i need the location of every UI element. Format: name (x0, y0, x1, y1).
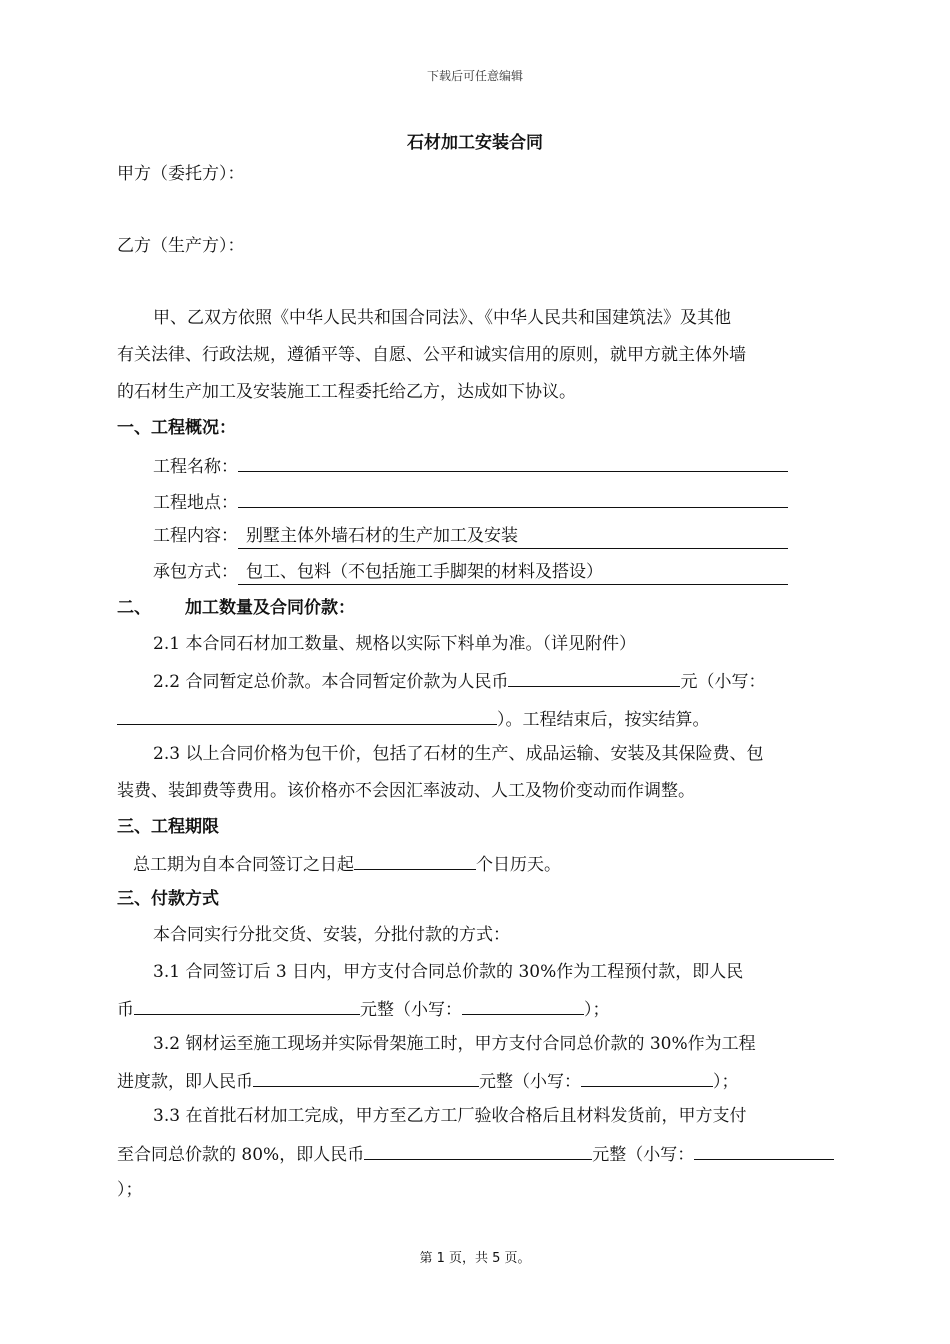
section-2-heading (117, 596, 355, 620)
clause-3-3-line-1: 3.3 在首批石材加工完成，甲方至乙方工厂验收合格后且材料发货前，甲方支付 (153, 1106, 747, 1126)
duration-line (133, 851, 561, 877)
clause-2-2-line-1 (153, 668, 765, 694)
project-location-row (153, 488, 788, 515)
third-payment-blank[interactable] (364, 1141, 592, 1160)
clause-2-3-line-1: 2.3 以上合同价格为包干价，包括了石材的生产、成品运输、安装及其保险费、包 (153, 744, 764, 764)
project-content-field[interactable]: 别墅主体外墙石材的生产加工及安装 (238, 524, 788, 549)
project-content-label: 工程内容： (153, 526, 238, 546)
clause-3-2-line-2 (117, 1068, 739, 1094)
section-2-number: 二、 (117, 598, 151, 618)
party-b-line: 乙方（生产方）： (117, 236, 245, 256)
section-4-heading: 三、付款方式 (117, 889, 219, 909)
clause-2-3-line-2: 装费、装卸费等费用。该价格亦不会因汇率波动、人工及物价变动而作调整。 (117, 781, 695, 801)
party-a-line: 甲方（委托方）： (117, 164, 245, 184)
clause-3-3-text-a: 至合同总价款的 80%，即人民币 (117, 1145, 365, 1165)
clause-2-2-line-2 (117, 706, 710, 732)
section-3-heading: 三、工程期限 (117, 817, 219, 837)
contract-mode-field[interactable]: 包工、包料（不包括施工手脚架的材料及搭设） (238, 560, 788, 585)
clause-3-1-line-1: 3.1 合同签订后 3 日内，甲方支付合同总价款的 30%作为工程预付款，即人民 (153, 962, 744, 982)
project-name-row (153, 452, 788, 479)
third-payment-lowercase-blank[interactable] (694, 1141, 834, 1160)
clause-3-3-text-b: 元整（小写： (592, 1145, 695, 1165)
prepayment-lowercase-blank[interactable] (462, 996, 584, 1015)
duration-text-b: 个日历天。 (476, 855, 561, 875)
preamble-line-3: 的石材生产加工及安装施工工程委托给乙方，达成如下协议。 (117, 382, 576, 402)
contract-title: 石材加工安装合同 (407, 133, 543, 153)
clause-3-1-line-2 (117, 996, 610, 1022)
duration-text-a: 总工期为自本合同签订之日起 (133, 855, 354, 875)
project-name-field[interactable] (238, 452, 788, 472)
clause-3-1-text-c: ）； (584, 1000, 610, 1020)
section-2-title: 加工数量及合同价款： (185, 598, 355, 618)
header-note: 下载后可任意编辑 (426, 69, 523, 83)
price-blank[interactable] (508, 668, 680, 687)
clause-2-1: 2.1 本合同石材加工数量、规格以实际下料单为准。（详见附件） (153, 634, 636, 654)
contract-mode-row (153, 560, 788, 585)
duration-blank[interactable] (354, 851, 476, 870)
progress-payment-blank[interactable] (253, 1068, 479, 1087)
clause-3-3-line-3: ）； (117, 1180, 143, 1200)
clause-2-2-text-c: ）。工程结束后，按实结算。 (497, 710, 710, 730)
contract-mode-label: 承包方式： (153, 562, 238, 582)
project-name-label: 工程名称： (153, 457, 238, 477)
prepayment-blank[interactable] (134, 996, 360, 1015)
clause-3-2-line-1: 3.2 钢材运至施工现场并实际骨架施工时，甲方支付合同总价款的 30%作为工程 (153, 1034, 756, 1054)
clause-3-2-text-a: 进度款，即人民币 (117, 1072, 253, 1092)
payment-intro: 本合同实行分批交货、安装，分批付款的方式： (153, 925, 510, 945)
preamble-line-2: 有关法律、行政法规，遵循平等、自愿、公平和诚实信用的原则，就甲方就主体外墙 (117, 345, 746, 365)
clause-3-1-text-b: 元整（小写： (360, 1000, 462, 1020)
project-location-field[interactable] (238, 488, 788, 508)
clause-2-2-text-b: 元（小写： (680, 672, 766, 692)
progress-payment-lowercase-blank[interactable] (581, 1068, 713, 1087)
project-content-row (153, 524, 788, 549)
page-footer: 第 1 页，共 5 页。 (419, 1251, 531, 1266)
clause-3-2-text-b: 元整（小写： (479, 1072, 581, 1092)
project-location-label: 工程地点： (153, 493, 238, 513)
section-1-heading: 一、工程概况： (117, 418, 236, 438)
clause-3-3-line-2 (117, 1141, 834, 1167)
clause-2-2-text-a: 2.2 合同暂定总价款。本合同暂定价款为人民币 (153, 672, 509, 692)
clause-3-2-text-c: ）； (713, 1072, 739, 1092)
price-lowercase-blank[interactable] (117, 706, 497, 725)
clause-3-1-text-a: 币 (117, 1000, 134, 1020)
preamble-line-1: 甲、乙双方依照《中华人民共和国合同法》、《中华人民共和国建筑法》及其他 (153, 308, 731, 328)
